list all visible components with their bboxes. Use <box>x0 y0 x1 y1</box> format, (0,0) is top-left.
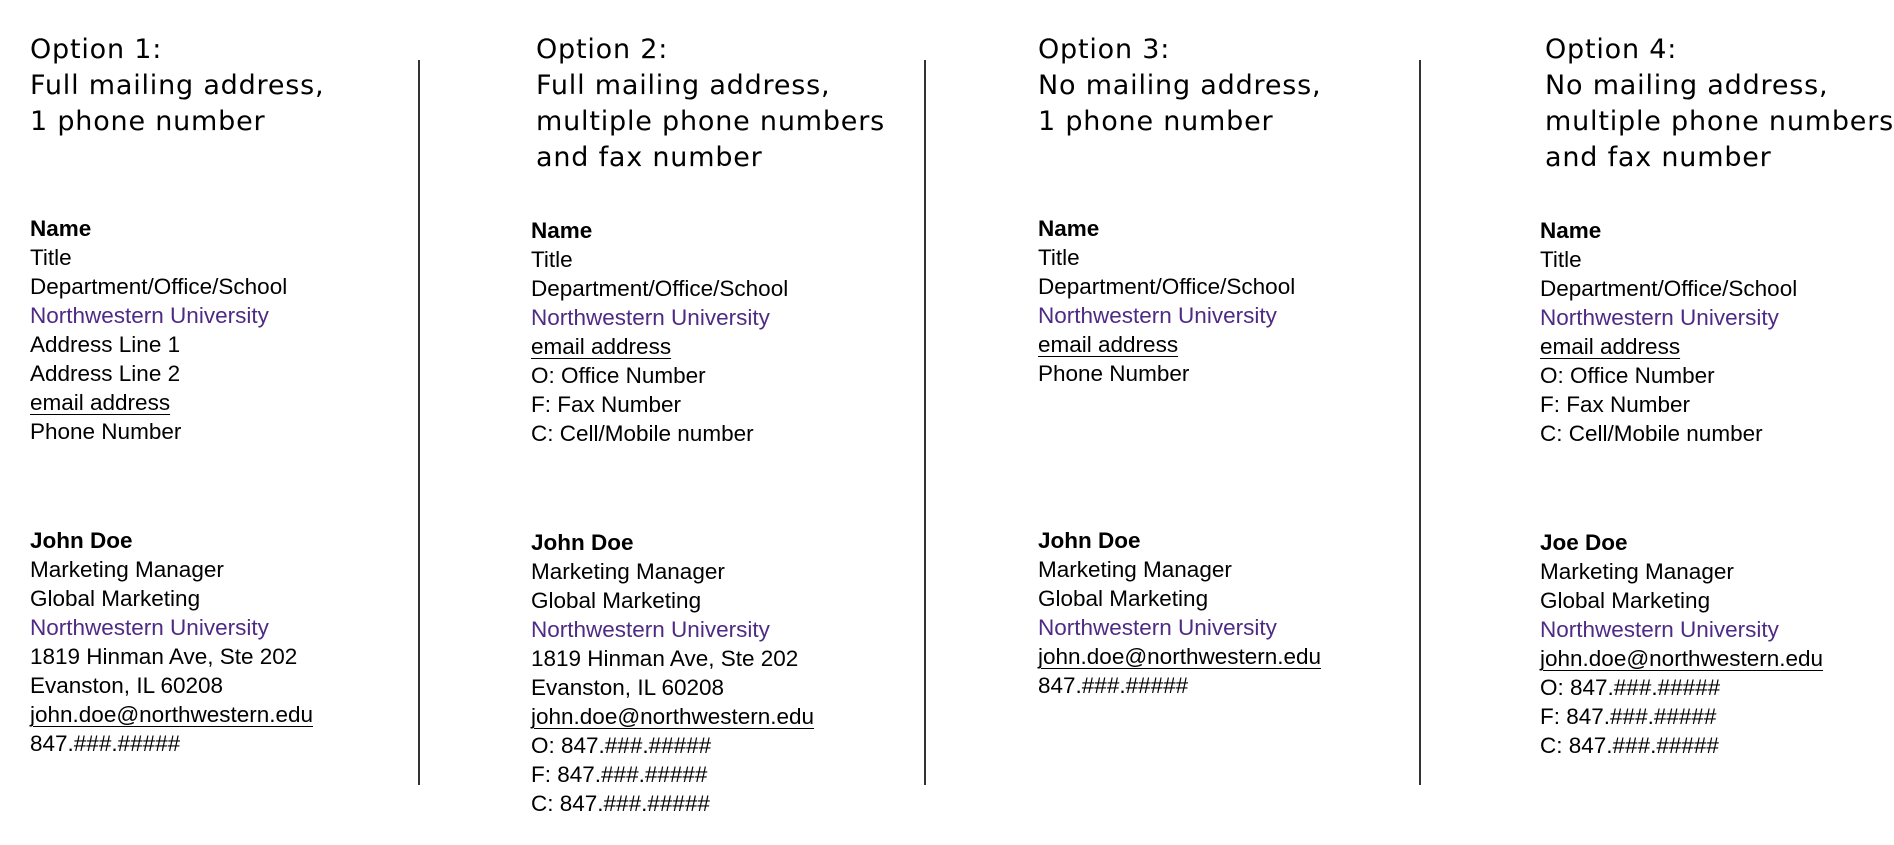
template-university: Northwestern University <box>1540 305 1779 330</box>
template-title: Title <box>1540 247 1582 272</box>
example-name: John Doe <box>1038 528 1141 553</box>
template-fax: F: Fax Number <box>1540 392 1691 417</box>
example-office-phone: O: 847.###.##### <box>531 733 712 758</box>
template-title: Title <box>1038 245 1080 270</box>
option-4-template-signature <box>1540 216 1797 448</box>
option-1-heading <box>30 32 324 140</box>
example-title: Marketing Manager <box>30 557 224 582</box>
template-university: Northwestern University <box>30 303 269 328</box>
template-cell-phone: C: Cell/Mobile number <box>1540 421 1763 446</box>
example-department: Global Marketing <box>30 586 201 611</box>
example-email-link[interactable]: john.doe@northwestern.edu <box>1038 644 1322 669</box>
column-divider-3 <box>1419 60 1421 785</box>
template-email-link[interactable]: email address <box>1038 332 1179 357</box>
template-name: Name <box>531 218 593 243</box>
example-title: Marketing Manager <box>1038 557 1232 582</box>
template-title: Title <box>531 247 573 272</box>
template-title: Title <box>30 245 72 270</box>
example-university: Northwestern University <box>30 615 269 640</box>
example-phone: 847.###.##### <box>30 731 181 756</box>
example-university: Northwestern University <box>1540 617 1779 642</box>
option-2-description-line-2: multiple phone numbers <box>536 106 885 137</box>
option-4-heading <box>1545 32 1894 176</box>
example-office-phone: O: 847.###.##### <box>1540 675 1721 700</box>
example-email-link[interactable]: john.doe@northwestern.edu <box>1540 646 1824 671</box>
example-address-line-1: 1819 Hinman Ave, Ste 202 <box>30 644 298 669</box>
option-2-description-line-3: and fax number <box>536 142 763 173</box>
example-name: Joe Doe <box>1540 530 1628 555</box>
template-department: Department/Office/School <box>1540 276 1798 301</box>
option-3-label: Option 3: <box>1038 34 1171 65</box>
example-email-link[interactable]: john.doe@northwestern.edu <box>531 704 815 729</box>
column-divider-2 <box>924 60 926 785</box>
option-3-heading <box>1038 32 1321 140</box>
template-name: Name <box>1038 216 1100 241</box>
template-name: Name <box>30 216 92 241</box>
template-department: Department/Office/School <box>531 276 789 301</box>
option-3-example-signature <box>1038 526 1321 700</box>
option-3-template-signature <box>1038 214 1295 388</box>
column-divider-1 <box>418 60 420 785</box>
option-1-description-line-1: Full mailing address, <box>30 70 325 101</box>
example-university: Northwestern University <box>531 617 770 642</box>
example-cell-phone: C: 847.###.##### <box>531 791 710 816</box>
option-4-description-line-2: multiple phone numbers <box>1545 106 1894 137</box>
example-name: John Doe <box>30 528 133 553</box>
option-1-description-line-2: 1 phone number <box>30 106 266 137</box>
template-phone: Phone Number <box>1038 361 1190 386</box>
option-1-label: Option 1: <box>30 34 163 65</box>
template-address-line-2: Address Line 2 <box>30 361 181 386</box>
template-cell-phone: C: Cell/Mobile number <box>531 421 754 446</box>
template-address-line-1: Address Line 1 <box>30 332 181 357</box>
option-4-description-line-3: and fax number <box>1545 142 1772 173</box>
template-email-link[interactable]: email address <box>531 334 672 359</box>
example-address-line-1: 1819 Hinman Ave, Ste 202 <box>531 646 799 671</box>
option-3-description-line-2: 1 phone number <box>1038 106 1274 137</box>
template-university: Northwestern University <box>1038 303 1277 328</box>
example-email-link[interactable]: john.doe@northwestern.edu <box>30 702 314 727</box>
example-university: Northwestern University <box>1038 615 1277 640</box>
option-1-template-signature <box>30 214 287 446</box>
option-4-label: Option 4: <box>1545 34 1678 65</box>
template-department: Department/Office/School <box>30 274 288 299</box>
example-fax: F: 847.###.##### <box>531 762 708 787</box>
template-phone: Phone Number <box>30 419 182 444</box>
option-1-example-signature <box>30 526 313 758</box>
template-name: Name <box>1540 218 1602 243</box>
example-cell-phone: C: 847.###.##### <box>1540 733 1719 758</box>
example-address-line-2: Evanston, IL 60208 <box>531 675 725 700</box>
template-email-link[interactable]: email address <box>30 390 171 415</box>
option-4-description-line-1: No mailing address, <box>1545 70 1829 101</box>
example-fax: F: 847.###.##### <box>1540 704 1717 729</box>
template-office-phone: O: Office Number <box>531 363 706 388</box>
template-university: Northwestern University <box>531 305 770 330</box>
example-title: Marketing Manager <box>1540 559 1734 584</box>
example-title: Marketing Manager <box>531 559 725 584</box>
option-2-template-signature <box>531 216 788 448</box>
example-department: Global Marketing <box>531 588 702 613</box>
example-department: Global Marketing <box>1038 586 1209 611</box>
template-email-link[interactable]: email address <box>1540 334 1681 359</box>
template-office-phone: O: Office Number <box>1540 363 1715 388</box>
example-department: Global Marketing <box>1540 588 1711 613</box>
template-department: Department/Office/School <box>1038 274 1296 299</box>
option-3-description-line-1: No mailing address, <box>1038 70 1322 101</box>
example-phone: 847.###.##### <box>1038 673 1189 698</box>
example-name: John Doe <box>531 530 634 555</box>
option-2-example-signature <box>531 528 814 818</box>
template-fax: F: Fax Number <box>531 392 682 417</box>
option-4-example-signature <box>1540 528 1823 760</box>
option-2-description-line-1: Full mailing address, <box>536 70 831 101</box>
example-address-line-2: Evanston, IL 60208 <box>30 673 224 698</box>
option-2-label: Option 2: <box>536 34 669 65</box>
option-2-heading <box>536 32 885 176</box>
